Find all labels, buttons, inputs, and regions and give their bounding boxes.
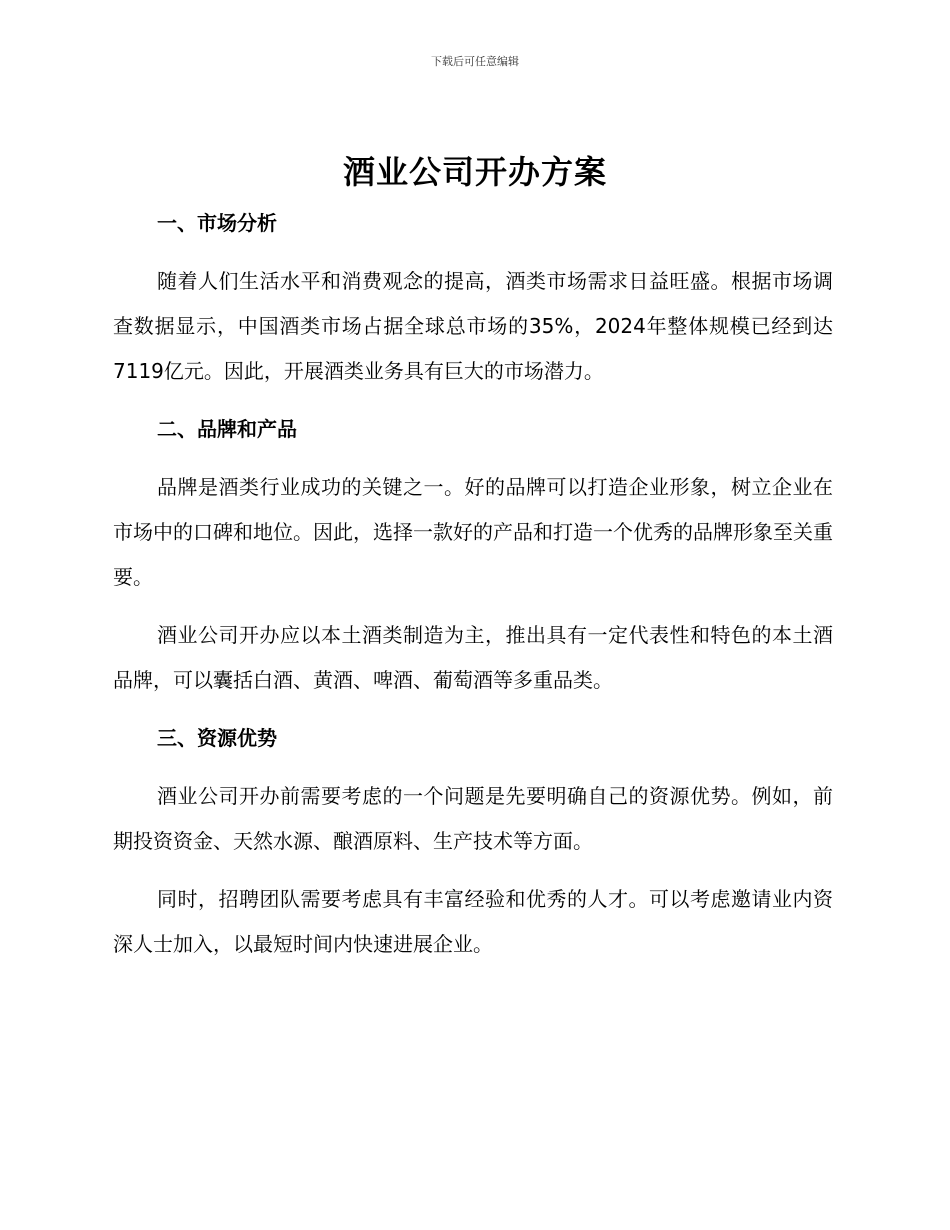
paragraph: 同时，招聘团队需要考虑具有丰富经验和优秀的人才。可以考虑邀请业内资深人士加入，以最短时间内快速进展企业。	[113, 887, 833, 956]
section-resource-advantage	[113, 716, 833, 967]
paragraph: 随着人们生活水平和消费观念的提高，酒类市场需求日益旺盛。根据市场调查数据显示，中国酒类市场占据全球总市场的35%，2024年整体规模已经到达7119亿元。因此，开展酒类业务具有巨大的市场潜力。	[113, 269, 833, 383]
section-heading: 二、品牌和产品	[157, 417, 297, 441]
document-title: 酒业公司开办方案	[342, 153, 607, 191]
page-header-note: 下载后可任意编辑	[431, 55, 519, 68]
section-heading: 一、市场分析	[157, 211, 277, 235]
paragraph: 品牌是酒类行业成功的关键之一。好的品牌可以打造企业形象，树立企业在市场中的口碑和地位。因此，选择一款好的产品和打造一个优秀的品牌形象至关重要。	[113, 475, 833, 589]
section-market-analysis	[113, 201, 833, 394]
section-brand-and-product	[113, 407, 833, 703]
paragraph: 酒业公司开办前需要考虑的一个问题是先要明确自己的资源优势。例如，前期投资资金、天然水源、酿酒原料、生产技术等方面。	[113, 784, 833, 853]
section-heading: 三、资源优势	[157, 726, 277, 750]
document-body	[113, 201, 833, 980]
paragraph: 酒业公司开办应以本土酒类制造为主，推出具有一定代表性和特色的本土酒品牌，可以囊括白酒、黄酒、啤酒、葡萄酒等多重品类。	[113, 623, 833, 692]
